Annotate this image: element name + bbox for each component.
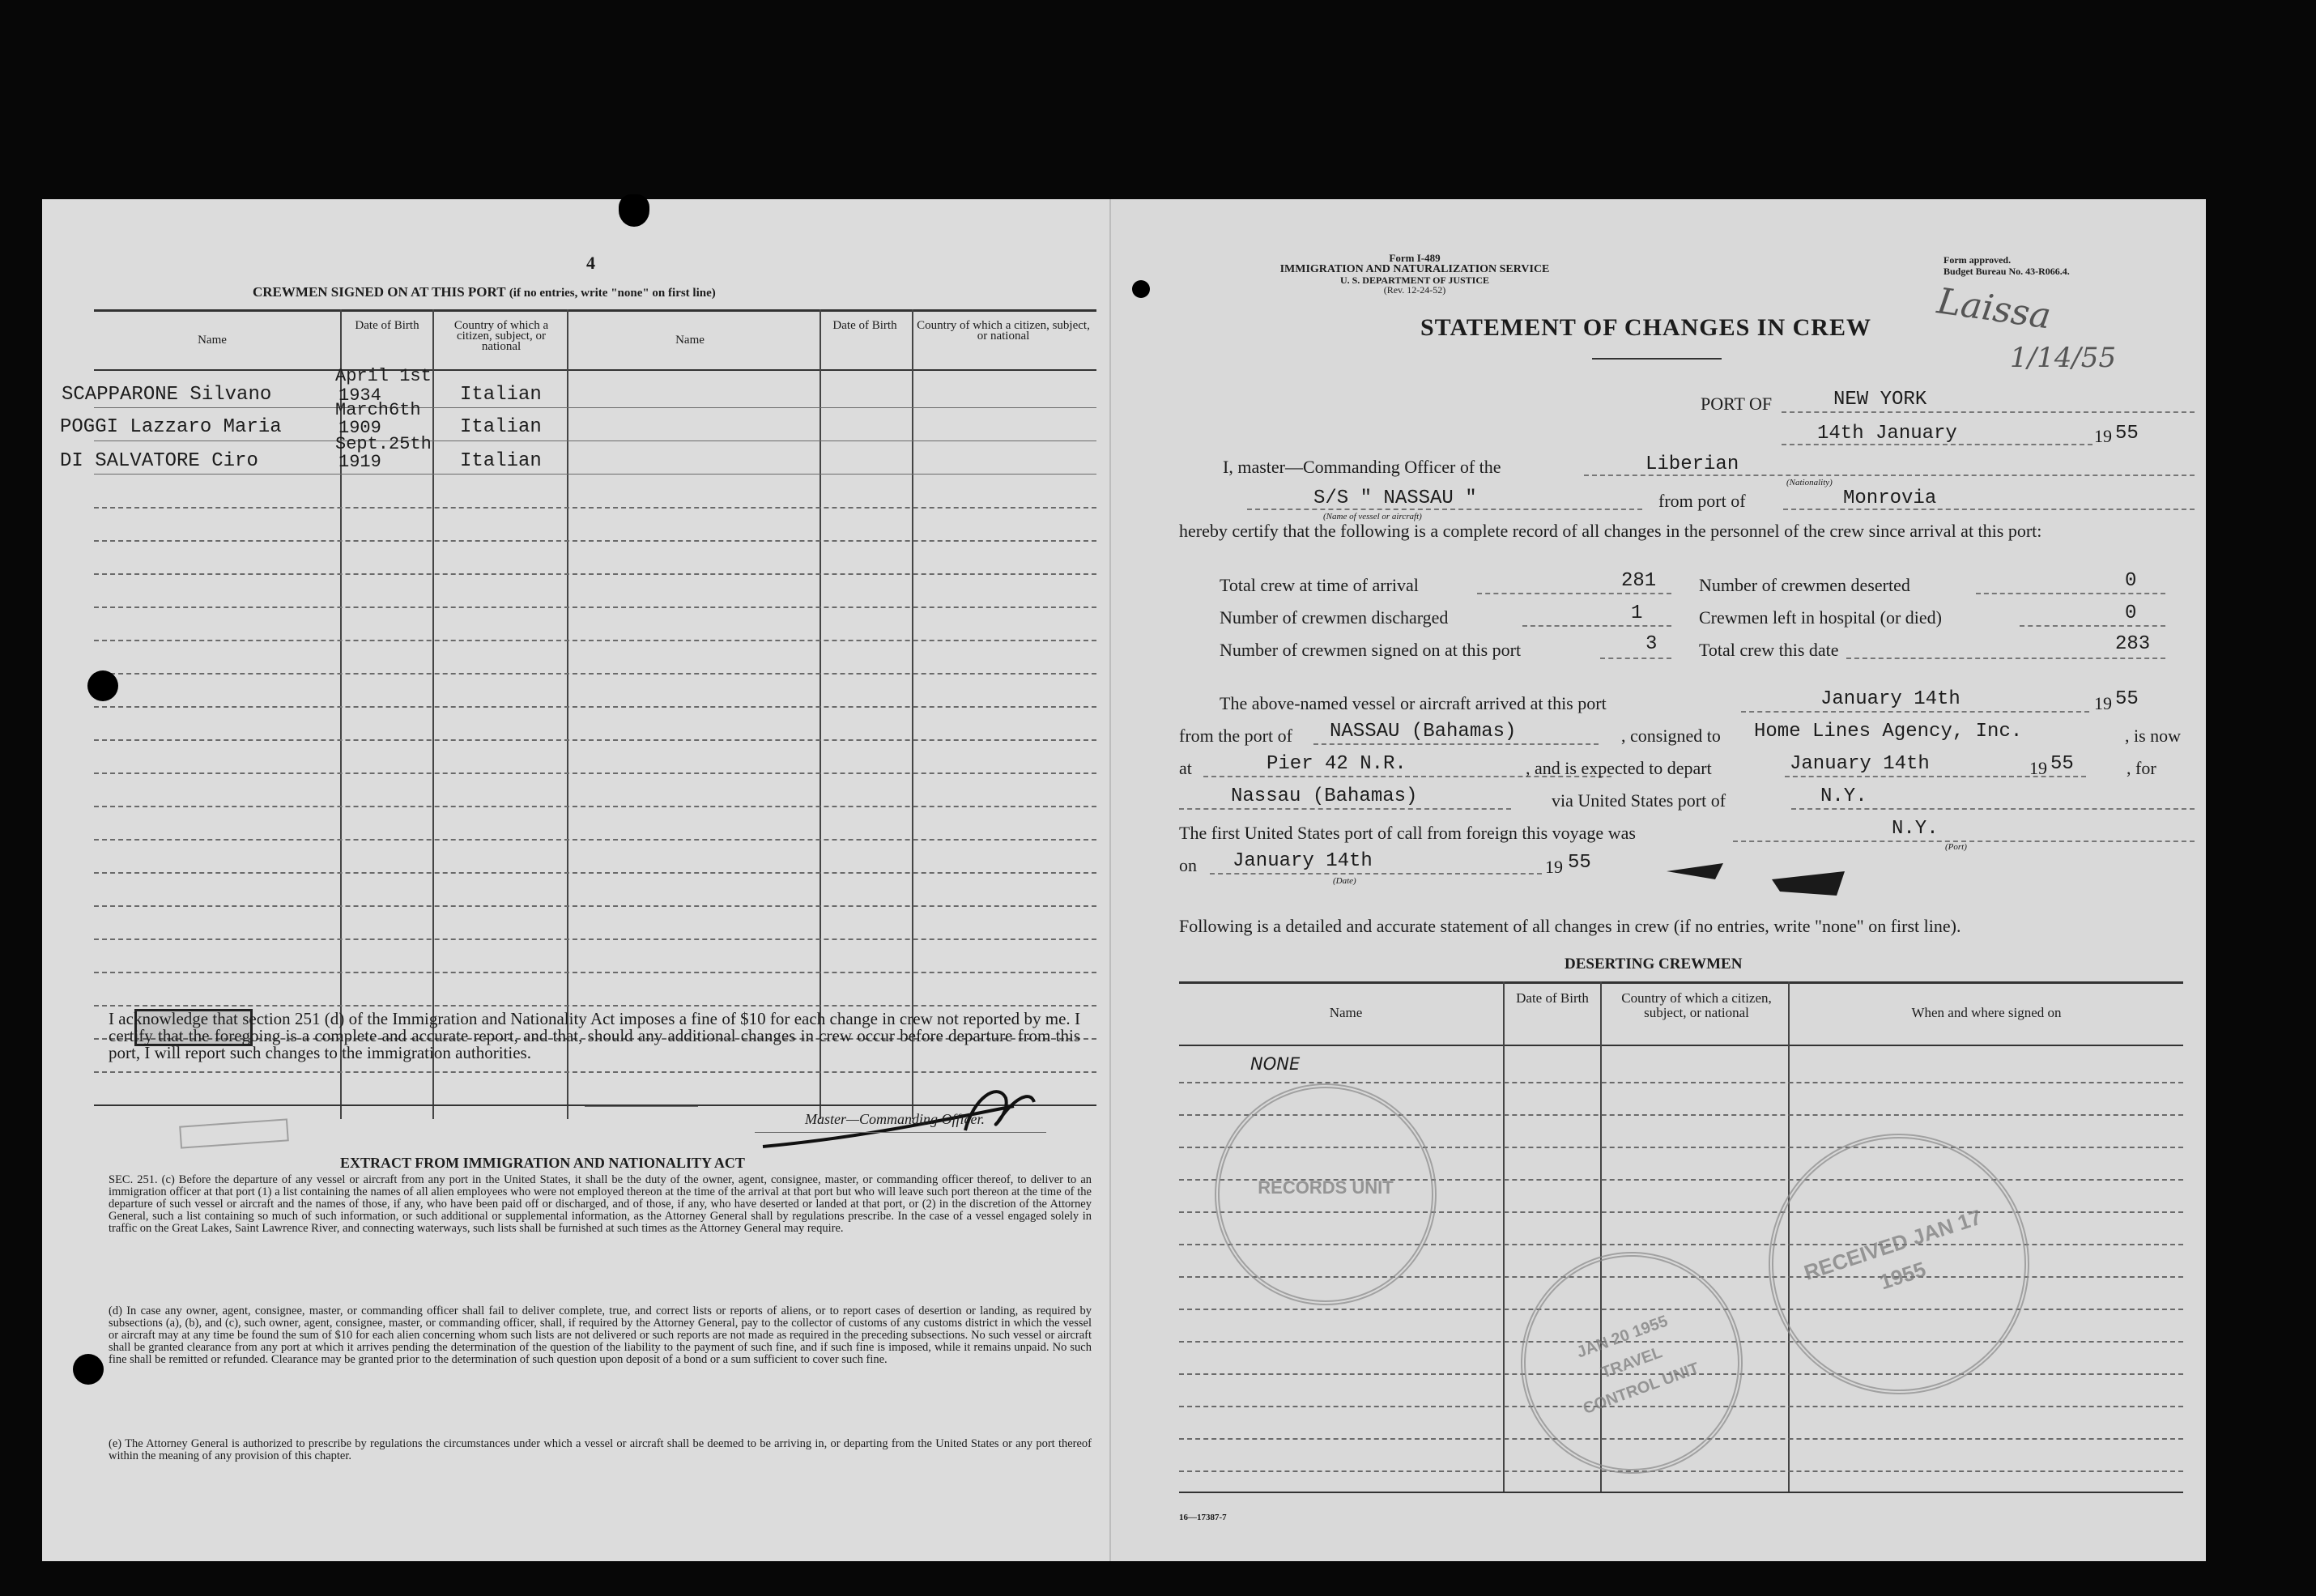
- col-divider: [567, 309, 568, 1119]
- date-year: 55: [2115, 423, 2139, 445]
- destination-line: [1179, 808, 1511, 810]
- date-year-prefix: 19: [2094, 426, 2112, 446]
- via-label: via United States port of: [1552, 790, 1726, 811]
- depart-value: January 14th: [1790, 753, 1930, 775]
- crew-dob-year: 1909: [338, 418, 381, 438]
- on-value: January 14th: [1233, 850, 1373, 872]
- punch-hole: [73, 1354, 104, 1385]
- handwritten-date: 1/14/55: [2010, 342, 2117, 374]
- deserting-top-rule: [1179, 981, 2183, 984]
- stat-value: 3: [1645, 633, 1658, 655]
- at-label: at: [1179, 758, 1192, 778]
- row-rule: [94, 474, 1096, 475]
- following-text: Following is a detailed and accurate statement of all changes in crew (if no entries, write "none" on first line).: [1179, 916, 1961, 936]
- crew-country: Italian: [460, 416, 542, 438]
- from-the-port-value: NASSAU (Bahamas): [1330, 721, 1517, 743]
- deserting-heading: DESERTING CREWMEN: [1565, 955, 1743, 972]
- from-the-port-line: [1313, 743, 1599, 745]
- row-rule: [94, 772, 1096, 774]
- page-number: 4: [586, 253, 595, 273]
- stat-leader: [1522, 625, 1671, 627]
- row-rule: [1179, 1470, 2183, 1472]
- crew-country: Italian: [460, 450, 542, 472]
- year-prefix: 19: [1545, 857, 1563, 877]
- on-label: on: [1179, 855, 1197, 875]
- row-rule: [94, 972, 1096, 973]
- deserting-col-country: Country of which a citizen, subject, or national: [1621, 990, 1772, 1020]
- crew-dob-year: 1919: [338, 452, 381, 472]
- crew-dob-year: 1934: [338, 385, 381, 406]
- port-line: [1782, 411, 2195, 413]
- row-rule: [94, 1005, 1096, 1007]
- row-rule: [94, 573, 1096, 575]
- via-value: N.Y.: [1820, 785, 1867, 807]
- date-caption: (Date): [1333, 876, 1356, 886]
- signed-on-title: [253, 284, 716, 300]
- stat-leader: [1600, 658, 1671, 659]
- signature-rule: [585, 1106, 698, 1107]
- handwritten-note: Laissa: [1935, 280, 2054, 338]
- crew-country: Italian: [460, 384, 542, 406]
- col-header-country: Country of which a citizen, subject, or national: [453, 319, 549, 353]
- port-caption: (Port): [1945, 842, 1967, 852]
- department: U. S. DEPARTMENT OF JUSTICE: [1339, 275, 1490, 286]
- year-prefix: 19: [2029, 758, 2047, 778]
- stat-label: Number of crewmen discharged: [1220, 607, 1449, 628]
- depart-year: 55: [2050, 753, 2074, 775]
- col-divider: [912, 309, 913, 1119]
- on-line: [1210, 873, 1542, 875]
- stat-value: 0: [2125, 570, 2137, 592]
- form-approved: Form approved.: [1943, 254, 2012, 266]
- revision: (Rev. 12-24-52): [1383, 284, 1446, 296]
- arrived-label: The above-named vessel or aircraft arrived at this port: [1220, 693, 1607, 713]
- vessel-value: S/S " NASSAU ": [1313, 487, 1477, 509]
- signature-line: [755, 1132, 1046, 1133]
- destination-value: Nassau (Bahamas): [1231, 785, 1418, 807]
- row-rule: [94, 706, 1096, 708]
- form-id: Form I-489: [1389, 252, 1441, 264]
- row-rule: [94, 407, 1096, 408]
- row-rule: [94, 905, 1096, 907]
- depart-label: , and is expected to depart: [1526, 758, 1712, 778]
- on-year: 55: [1568, 852, 1591, 874]
- signature-scrawl-icon: [755, 1066, 1127, 1155]
- stat-value: 0: [2125, 602, 2137, 624]
- consigned-value: Home Lines Agency, Inc.: [1754, 721, 2023, 743]
- crew-name: POGGI Lazzaro Maria: [60, 416, 282, 438]
- signature-label: Master—Commanding Officer.: [805, 1111, 985, 1127]
- row-rule: [94, 806, 1096, 807]
- deserting-none-entry: NONE: [1250, 1054, 1301, 1074]
- stat-leader: [1976, 593, 2165, 594]
- row-rule: [94, 606, 1096, 608]
- deserting-col-signed-on: When and where signed on: [1911, 1005, 2062, 1020]
- first-port-label: The first United States port of call from foreign this voyage was: [1179, 823, 1636, 843]
- consigned-label: , consigned to: [1621, 726, 1721, 746]
- row-rule: [94, 507, 1096, 509]
- ink-smudge-icon: [1658, 847, 1869, 904]
- signed-on-heading: CREWMEN SIGNED ON AT THIS PORT: [253, 284, 506, 300]
- row-rule: [94, 640, 1096, 641]
- col-divider: [1503, 981, 1505, 1492]
- master-label: I, master—Commanding Officer of the: [1223, 457, 1501, 477]
- punch-hole: [87, 670, 118, 701]
- budget-bureau: Budget Bureau No. 43-R066.4.: [1943, 266, 2070, 277]
- agency: IMMIGRATION AND NATURALIZATION SERVICE: [1279, 263, 1550, 275]
- for-label: , for: [2127, 758, 2156, 778]
- extract-heading: EXTRACT FROM IMMIGRATION AND NATIONALITY ACT: [340, 1155, 745, 1171]
- date-value: 14th January: [1817, 423, 1957, 445]
- rectangle-stamp-icon: [179, 1118, 289, 1148]
- stamp-text: JAN 20 1955 TRAVEL CONTROL UNIT: [1574, 1312, 1702, 1419]
- col-divider: [820, 309, 821, 1119]
- table-header-rule: [94, 369, 1096, 371]
- port-value: NEW YORK: [1833, 389, 1927, 411]
- stamp-text: RECEIVED JAN 17 1955: [1801, 1204, 1985, 1295]
- stat-label: Number of crewmen signed on at this port: [1220, 640, 1522, 660]
- footer-code: 16—17387-7: [1179, 1513, 1227, 1522]
- arrived-value: January 14th: [1820, 688, 1961, 710]
- stamp-text: RECORDS UNIT: [1258, 1177, 1394, 1198]
- stat-value: 1: [1631, 602, 1643, 624]
- crew-name: SCAPPARONE Silvano: [62, 384, 272, 406]
- from-port-label: from port of: [1658, 491, 1746, 511]
- row-rule: [94, 872, 1096, 874]
- form-title: STATEMENT OF CHANGES IN CREW: [1420, 314, 1871, 341]
- row-rule: [94, 440, 1096, 441]
- row-rule: [94, 839, 1096, 841]
- circular-stamp-icon: [1215, 1083, 1437, 1305]
- acknowledgement-text: I acknowledge that section 251 (d) of the Immigration and Nationality Act imposes a fine of $10 for each change in crew not reported by me. I certify that the foregoing is a complete and accurate report, and that, should any additional changes in crew occur before departure from this port, I will report such changes to the immigration authorities.: [109, 1009, 1080, 1062]
- row-rule: [94, 673, 1096, 675]
- nationality-value: Liberian: [1645, 453, 1739, 475]
- col-header-name-2: Name: [675, 334, 705, 347]
- col-header-dob: Date of Birth: [355, 319, 419, 332]
- via-line: [1791, 808, 2195, 810]
- left-page: [42, 199, 1111, 1561]
- col-divider: [432, 309, 434, 1119]
- col-header-dob-2: Date of Birth: [832, 319, 897, 332]
- from-port-value: Monrovia: [1843, 487, 1937, 509]
- stat-value: 281: [1621, 570, 1657, 592]
- row-rule: [94, 938, 1096, 940]
- arrived-year: 55: [2115, 688, 2139, 710]
- crew-name: DI SALVATORE Ciro: [60, 450, 258, 472]
- from-the-port-label: from the port of: [1179, 726, 1292, 746]
- deserting-col-name: Name: [1329, 1005, 1363, 1020]
- signed-on-note: (if no entries, write "none" on first line): [509, 287, 716, 300]
- stat-label: Crewmen left in hospital (or died): [1699, 607, 1942, 628]
- deserting-bottom-rule: [1179, 1492, 2183, 1493]
- table-top-rule: [94, 309, 1096, 312]
- col-header-name: Name: [198, 334, 227, 347]
- crew-dob-day: Sept.25th: [335, 434, 432, 454]
- nationality-caption: (Nationality): [1786, 478, 1833, 487]
- stat-label: Total crew this date: [1699, 640, 1839, 660]
- arrived-line: [1741, 711, 2089, 713]
- col-header-country-2: Country of which a citizen, subject, or national: [917, 319, 1090, 343]
- is-now-label: , is now: [2125, 726, 2182, 746]
- certify-text: hereby certify that the following is a complete record of all changes in the personnel of the crew since arrival at this port:: [1179, 521, 2042, 541]
- punch-mark-icon: [1132, 280, 1150, 298]
- stat-leader: [1846, 658, 2165, 659]
- ink-blot: [619, 194, 649, 227]
- row-rule: [94, 540, 1096, 542]
- extract-section-c: SEC. 251. (c) Before the departure of any vessel or aircraft from any port in the United States, it shall be the duty of the owner, agent, consignee, master, or commanding officer thereof, to deliver to an immigration officer at that port (1) a list containing the names of all alien employees who were not employed thereon at the time of the arrival at that port but who will leave such port thereon at the time of the departure of such vessel or aircraft and the names of those, if any, who have been paid off or discharged, and of those, if any, who have deserted or landed at that port, or (2) in the discretion of the Attorney General, such a list containing so much of such information, or such additional or supplemental information, as the Attorney General shall by regulations prescribe. In the case of a vessel engaged solely in traffic on the Great Lakes, Saint Lawrence River, and connecting waterways, such lists shall be furnished at such times as the Attorney General may require.: [109, 1173, 1092, 1235]
- deserting-header-rule: [1179, 1045, 2183, 1046]
- at-value: Pier 42 N.R.: [1267, 753, 1407, 775]
- stat-label: Total crew at time of arrival: [1220, 575, 1419, 595]
- crew-dob-day: April 1st: [335, 366, 432, 386]
- row-rule: [94, 739, 1096, 741]
- extract-section-d: (d) In case any owner, agent, consignee, master, or commanding officer shall fail to deliver complete, true, and correct lists or reports of aliens, or to report cases of desertion or landing, as required by subsections (a), (b), and (c), such owner, agent, consignee, master, or commanding officer, shall, if required by the Attorney General, pay to the collector of customs of any customs district in which the vessel or aircraft may at any time be found the sum of $10 for each alien concerning whom such lists are not delivered or such reports are not made as required in the preceding subsections. No such vessel or aircraft shall be granted clearance from any port at which it arrives pending the determination of the question of the liability to the payment of such fine, and if such fine is imposed, while it remains unpaid. No such fine shall be remitted or refunded. Clearance may be granted prior to the determination of such question upon deposit of a bond or a sum sufficient to cover such fine.: [109, 1304, 1092, 1366]
- title-underline: [1592, 358, 1722, 360]
- stat-label: Number of crewmen deserted: [1699, 575, 1910, 595]
- extract-section-e: (e) The Attorney General is authorized to prescribe by regulations the circumstances under which a vessel or aircraft shall be deemed to be arriving in, or departing from the United States or any port thereof within the meaning of any provision of this chapter.: [109, 1437, 1092, 1462]
- port-label: PORT OF: [1701, 394, 1773, 414]
- stat-value: 283: [2115, 633, 2151, 655]
- stat-leader: [2020, 625, 2165, 627]
- first-port-value: N.Y.: [1892, 818, 1939, 840]
- crew-dob-day: March6th: [335, 400, 421, 420]
- stat-leader: [1477, 593, 1671, 594]
- vessel-caption: (Name of vessel or aircraft): [1323, 512, 1422, 521]
- year-prefix: 19: [2094, 693, 2112, 713]
- deserting-col-dob: Date of Birth: [1516, 990, 1589, 1006]
